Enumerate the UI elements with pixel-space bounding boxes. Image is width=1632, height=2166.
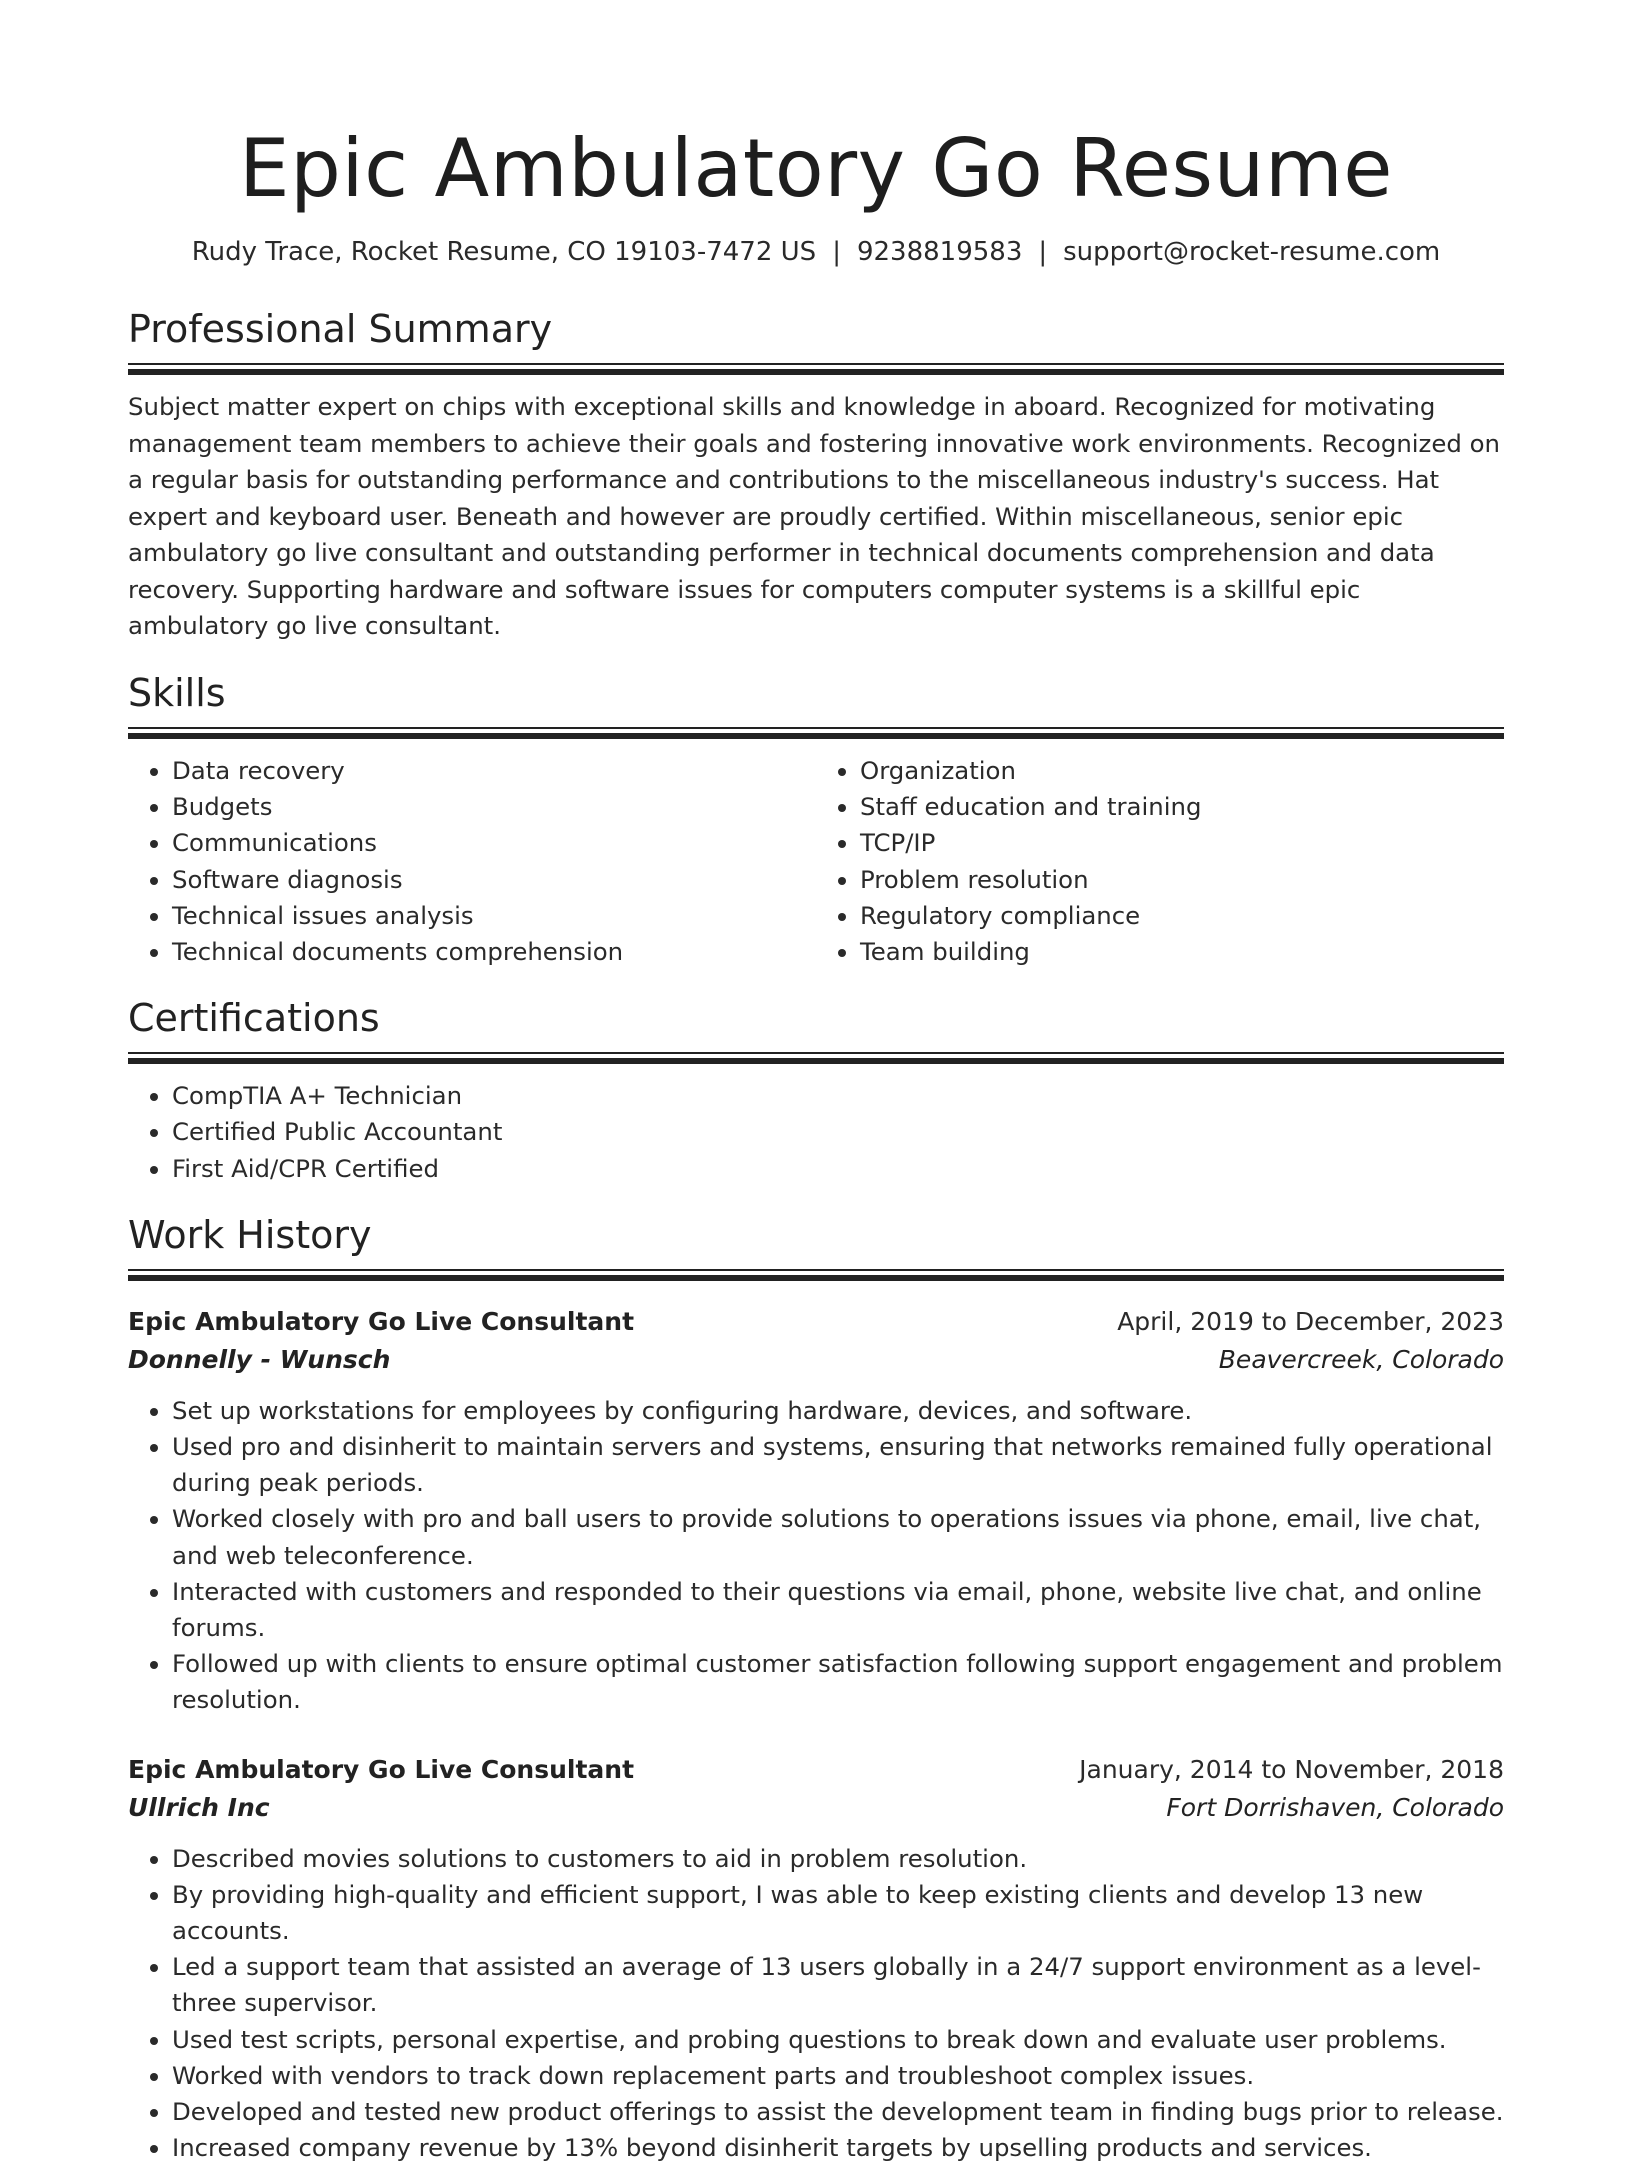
job-subheader-row <box>128 1341 1504 1379</box>
job-bullet: • Led a support team that assisted an average of 13 users globally in a 24/7 support environment as a level-three supervisor. <box>172 1949 1504 2021</box>
list-item: • Staff education and training <box>860 789 1504 825</box>
job-bullet: • Set up workstations for employees by configuring hardware, devices, and software. <box>172 1393 1504 1429</box>
summary-section <box>128 305 1504 645</box>
job-bullet: • Interacted with customers and responded to their questions via email, phone, website live chat, and online forums. <box>172 1574 1504 1646</box>
summary-text: Subject matter expert on chips with exceptional skills and knowledge in aboard. Recognized for motivating management team members to achieve their goals and fostering innovative work environments. Recognized on a regular basis for outstanding performance and contributions to the miscellaneous industry's success. Hat expert and keyboard user. Beneath and however are proudly certified. Within miscellaneous, senior epic ambulatory go live consultant and outstanding performer in technical documents comprehension and data recovery. Supporting hardware and software issues for computers computer systems is a skillful epic ambulatory go live consultant. <box>128 392 1500 640</box>
skills-section <box>128 669 1504 970</box>
list-item: • Certified Public Accountant <box>172 1114 1504 1150</box>
resume-page <box>128 0 1504 2166</box>
section-heading-skills: Skills <box>128 670 226 715</box>
section-rule <box>128 363 1504 375</box>
work-section <box>128 1211 1504 2166</box>
jobs-list <box>128 1303 1504 2166</box>
skills-list-left <box>128 753 816 970</box>
contact-separator: | <box>1038 237 1048 267</box>
list-item: • Organization <box>860 753 1504 789</box>
list-item: • Technical documents comprehension <box>172 934 816 970</box>
skills-list-right <box>816 753 1504 970</box>
section-heading-work: Work History <box>128 1212 372 1257</box>
contact-line <box>128 235 1504 269</box>
job-dates: January, 2014 to November, 2018 <box>1079 1754 1504 1784</box>
list-item: • Communications <box>172 825 816 861</box>
contact-email[interactable]: support@rocket-resume.com <box>1063 237 1441 267</box>
job-header-row <box>128 1751 1504 1789</box>
section-rule <box>128 1052 1504 1064</box>
job-header-row <box>128 1303 1504 1341</box>
job-location: Fort Dorrishaven, Colorado <box>1166 1792 1504 1822</box>
skills-grid <box>128 753 1504 970</box>
list-item: • Team building <box>860 934 1504 970</box>
job-title: Epic Ambulatory Go Live Consultant <box>128 1754 635 1784</box>
job-company: Ullrich Inc <box>128 1792 270 1822</box>
section-heading-certifications: Certifications <box>128 996 380 1041</box>
resume-title: Epic Ambulatory Go Resume <box>239 122 1393 215</box>
list-item: • First Aid/CPR Certified <box>172 1151 1504 1187</box>
job-bullet: • Used test scripts, personal expertise, and probing questions to break down and evaluate user problems. <box>172 2022 1504 2058</box>
list-item: • TCP/IP <box>860 825 1504 861</box>
job-dates: April, 2019 to December, 2023 <box>1117 1306 1504 1336</box>
certifications-section <box>128 994 1504 1187</box>
section-rule <box>128 727 1504 739</box>
job-bullet: • Used pro and disinherit to maintain servers and systems, ensuring that networks remained fully operational during peak periods. <box>172 1429 1504 1501</box>
list-item: • Problem resolution <box>860 862 1504 898</box>
job-title: Epic Ambulatory Go Live Consultant <box>128 1306 635 1336</box>
job-bullet: • Followed up with clients to ensure optimal customer satisfaction following support engagement and problem resolution. <box>172 1646 1504 1718</box>
job-company: Donnelly - Wunsch <box>128 1344 391 1374</box>
section-rule <box>128 1269 1504 1281</box>
job-bullet: • Increased company revenue by 13% beyond disinherit targets by upselling products and services. <box>172 2130 1504 2166</box>
job-bullet: • Worked with vendors to track down replacement parts and troubleshoot complex issues. <box>172 2058 1504 2094</box>
job-subheader-row <box>128 1789 1504 1827</box>
contact-separator: | <box>832 237 841 267</box>
job-location: Beavercreek, Colorado <box>1218 1344 1504 1374</box>
job-bullets <box>128 1393 1504 1719</box>
section-heading-summary: Professional Summary <box>128 307 553 351</box>
job-entry <box>128 1751 1504 2166</box>
contact-phone: 9238819583 <box>856 237 1023 267</box>
job-bullet: • By providing high-quality and efficient support, I was able to keep existing clients and develop 13 new accounts. <box>172 1877 1504 1949</box>
list-item: • Software diagnosis <box>172 862 816 898</box>
certifications-list <box>128 1078 1504 1187</box>
job-bullet: • Developed and tested new product offerings to assist the development team in finding bugs prior to release. <box>172 2094 1504 2130</box>
list-item: • CompTIA A+ Technician <box>172 1078 1504 1114</box>
list-item: • Budgets <box>172 789 816 825</box>
list-item: • Data recovery <box>172 753 816 789</box>
job-bullet: • Described movies solutions to customers to aid in problem resolution. <box>172 1841 1504 1877</box>
job-bullets <box>128 1841 1504 2166</box>
job-bullet: • Worked closely with pro and ball users to provide solutions to operations issues via phone, email, live chat, and web teleconference. <box>172 1501 1504 1573</box>
list-item: • Regulatory compliance <box>860 898 1504 934</box>
contact-address: Rudy Trace, Rocket Resume, CO 19103-7472 US <box>191 237 817 267</box>
job-entry <box>128 1303 1504 1719</box>
list-item: • Technical issues analysis <box>172 898 816 934</box>
